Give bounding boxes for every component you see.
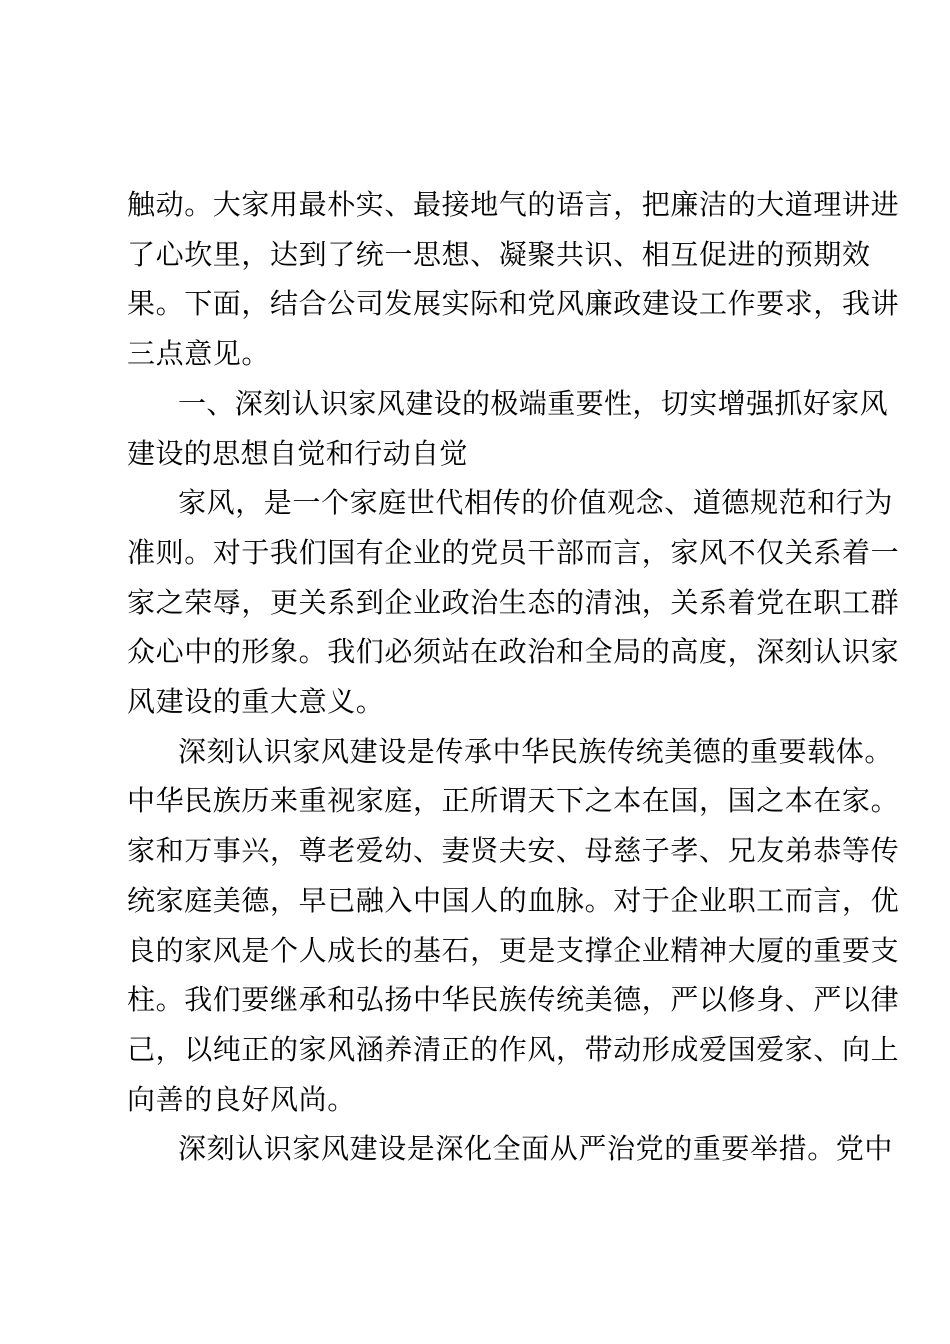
paragraph-line: 众心中的形象。我们必须站在政治和全局的高度，深刻认识家 [127, 635, 900, 669]
paragraph-line: 深刻认识家风建设是传承中华民族传统美德的重要载体。 [178, 734, 894, 768]
paragraph-line: 三点意见。 [127, 337, 271, 371]
paragraph-line: 触动。大家用最朴实、最接地气的语言，把廉洁的大道理讲进 [127, 188, 900, 221]
paragraph-line: 家之荣辱，更关系到企业政治生态的清浊，关系着党在职工群 [127, 585, 900, 619]
paragraph-line: 柱。我们要继承和弘扬中华民族传统美德，严以修身、严以律 [127, 983, 900, 1017]
paragraph-line: 果。下面，结合公司发展实际和党风廉政建设工作要求，我讲 [127, 287, 900, 321]
paragraph-line: 深刻认识家风建设是深化全面从严治党的重要举措。党中 [178, 1132, 894, 1166]
paragraph-line: 准则。对于我们国有企业的党员干部而言，家风不仅关系着一 [127, 535, 900, 569]
paragraph-line: 中华民族历来重视家庭，正所谓天下之本在国，国之本在家。 [127, 784, 900, 818]
paragraph-line: 良的家风是个人成长的基石，更是支撑企业精神大厦的重要支 [127, 933, 900, 967]
paragraph-line: 向善的良好风尚。 [127, 1082, 356, 1116]
paragraph-line: 己，以纯正的家风涵养清正的作风，带动形成爱国爱家、向上 [127, 1032, 900, 1066]
paragraph-line: 统家庭美德，早已融入中国人的血脉。对于企业职工而言，优 [127, 883, 900, 917]
section-heading-line: 一、深刻认识家风建设的极端重要性，切实增强抓好家风 [178, 386, 889, 420]
paragraph-line: 风建设的重大意义。 [127, 685, 385, 718]
paragraph-line: 了心坎里，达到了统一思想、凝聚共识、相互促进的预期效 [127, 237, 871, 271]
section-heading-line: 建设的思想自觉和行动自觉 [127, 436, 468, 470]
paragraph-line: 家和万事兴，尊老爱幼、妻贤夫安、母慈子孝、兄友弟恭等传 [127, 834, 900, 868]
paragraph-line: 家风，是一个家庭世代相传的价值观念、道德规范和行为 [178, 486, 894, 520]
